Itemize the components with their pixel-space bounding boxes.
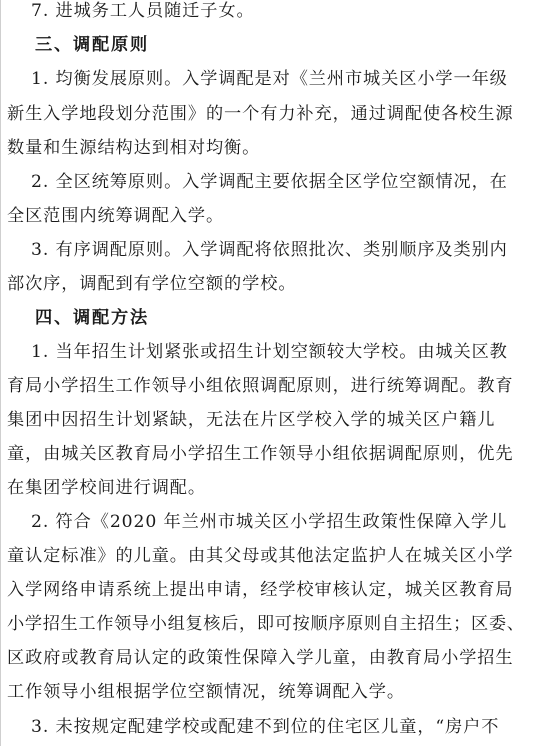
- section-heading: 四、调配方法: [35, 308, 149, 328]
- text-line: 区政府或教育局认定的政策性保障入学儿童，由教育局小学招生: [7, 648, 514, 668]
- text-line: 育局小学招生工作领导小组依照调配原则，进行统筹调配。教育: [7, 376, 514, 396]
- section-heading: 三、调配原则: [35, 35, 149, 55]
- text-line: 7. 进城务工人员随迁子女。: [31, 1, 255, 21]
- text-line: 数量和生源结构达到相对均衡。: [7, 138, 261, 158]
- text-line: 集团中因招生计划紧缺，无法在片区学校入学的城关区户籍儿: [7, 410, 496, 430]
- text-line: 2. 符合《2020 年兰州市城关区小学招生政策性保障入学儿: [31, 512, 508, 532]
- text-line: 小学招生工作领导小组复核后，即可按顺序原则自主招生；区委、: [7, 614, 525, 634]
- text-line: 1. 均衡发展原则。入学调配是对《兰州市城关区小学一年级: [31, 69, 508, 89]
- text-line: 3. 未按规定配建学校或配建不到位的住宅区儿童，“房户不: [31, 717, 500, 737]
- text-line: 3. 有序调配原则。入学调配将依照批次、类别顺序及类别内: [31, 240, 508, 260]
- text-line: 在集团学校间进行调配。: [7, 478, 206, 498]
- text-line: 童认定标准》的儿童。由其父母或其他法定监护人在城关区小学: [7, 546, 514, 566]
- text-line: 工作领导小组根据学位空额情况，统筹调配入学。: [7, 682, 405, 702]
- text-line: 新生入学地段划分范围》的一个有力补充，通过调配使各校生源: [7, 104, 514, 124]
- text-line: 入学网络申请系统上提出申请，经学校审核认定，城关区教育局: [7, 580, 514, 600]
- text-line: 童，由城关区教育局小学招生工作领导小组依据调配原则，优先: [7, 444, 514, 464]
- text-line: 1. 当年招生计划紧张或招生计划空额较大学校。由城关区教: [31, 342, 508, 362]
- text-line: 全区范围内统筹调配入学。: [7, 206, 225, 226]
- text-line: 部次序，调配到有学位空额的学校。: [7, 274, 297, 294]
- text-line: 2. 全区统筹原则。入学调配主要依据全区学位空额情况，在: [31, 172, 508, 192]
